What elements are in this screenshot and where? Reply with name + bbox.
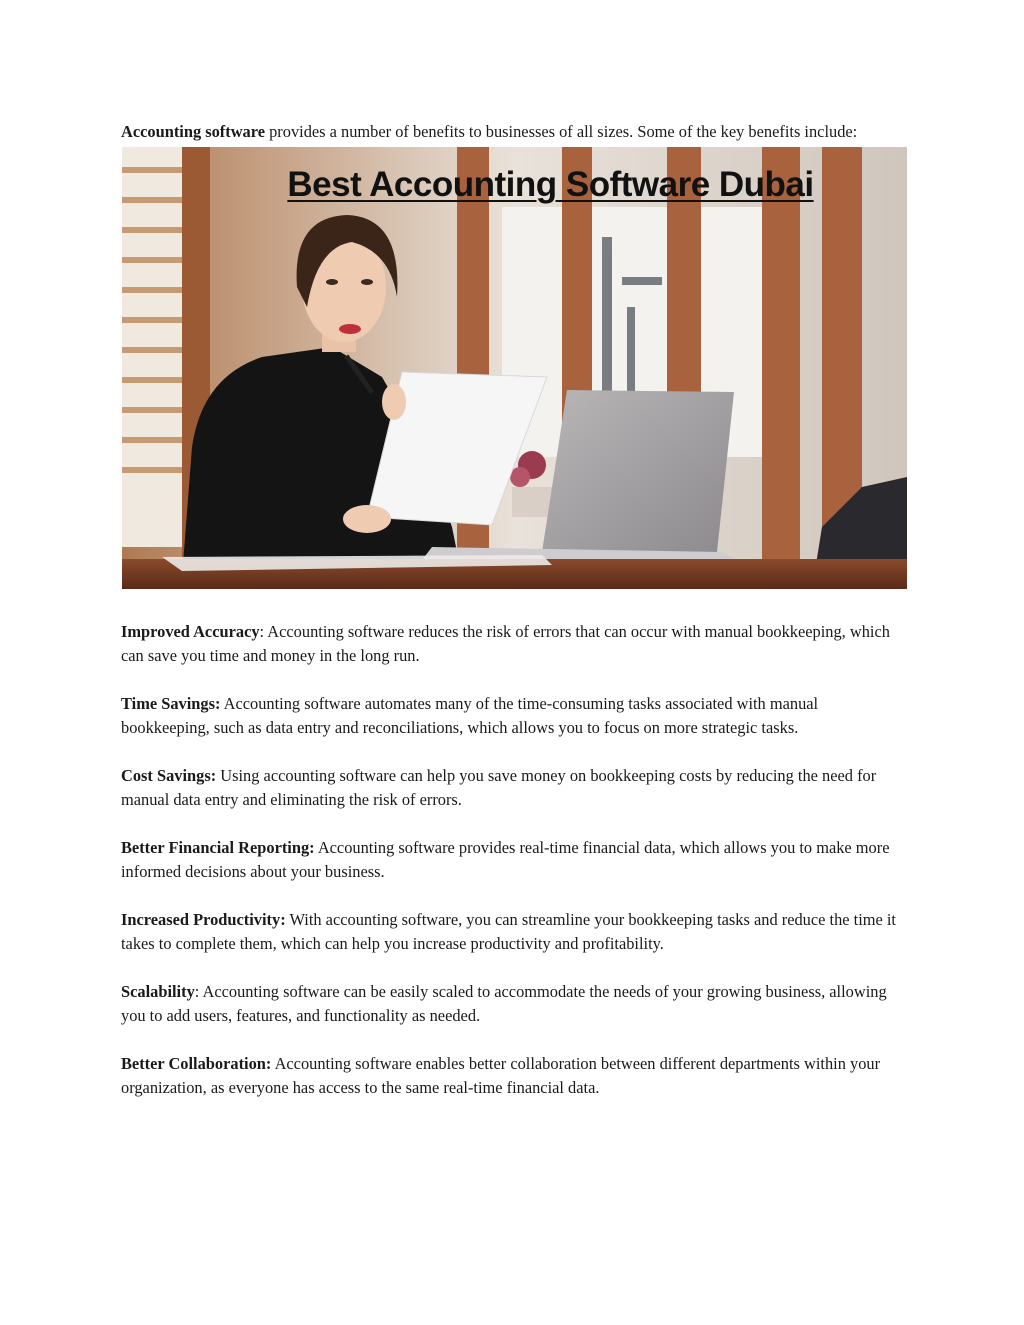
benefit-increased-productivity bbox=[121, 908, 907, 956]
document-page bbox=[121, 120, 907, 1124]
benefit-title: Cost Savings: bbox=[121, 766, 217, 785]
benefit-text: Accounting software provides real-time financial data, which allows you to make more informed decisions about your business. bbox=[121, 838, 890, 881]
benefit-cost-savings bbox=[121, 764, 907, 812]
benefit-text: Accounting software automates many of the time-consuming tasks associated with manual bookkeeping, such as data entry and reconciliations, which allows you to focus on more strategic tasks. bbox=[121, 694, 819, 737]
benefit-better-collaboration bbox=[121, 1052, 907, 1100]
benefit-better-financial-reporting bbox=[121, 836, 907, 884]
hero-image bbox=[122, 147, 907, 589]
benefit-title: Better Financial Reporting: bbox=[121, 838, 315, 857]
benefit-text: : Accounting software reduces the risk of errors that can occur with manual bookkeeping, which can save you time and money in the long run. bbox=[121, 622, 890, 665]
benefit-scalability bbox=[121, 980, 907, 1028]
intro-paragraph bbox=[121, 120, 907, 144]
benefit-text: Accounting software enables better collaboration between different departments within your organization, as everyone has access to the same real-time financial data. bbox=[121, 1054, 881, 1097]
benefit-title: Improved Accuracy bbox=[121, 622, 260, 641]
benefit-time-savings bbox=[121, 692, 907, 740]
intro-text: provides a number of benefits to businesses of all sizes. Some of the key benefits include: bbox=[265, 122, 858, 141]
benefit-text: With accounting software, you can streamline your bookkeeping tasks and reduce the time it takes to complete them, which can help you increase productivity and profitability. bbox=[121, 910, 896, 953]
intro-bold-term: Accounting software bbox=[121, 122, 266, 141]
benefit-title: Scalability bbox=[121, 982, 195, 1001]
benefit-title: Increased Productivity: bbox=[121, 910, 286, 929]
benefit-title: Better Collaboration: bbox=[121, 1054, 272, 1073]
hero-title: Best Accounting Software Dubai bbox=[287, 165, 814, 204]
benefit-improved-accuracy bbox=[121, 620, 907, 668]
benefit-title: Time Savings: bbox=[121, 694, 221, 713]
benefit-text: : Accounting software can be easily scaled to accommodate the needs of your growing business, allowing you to add users, features, and functionality as needed. bbox=[121, 982, 887, 1025]
benefit-text: Using accounting software can help you save money on bookkeeping costs by reducing the need for manual data entry and eliminating the risk of errors. bbox=[121, 766, 877, 809]
office-photo-illustration bbox=[122, 147, 907, 589]
benefits-list bbox=[121, 620, 907, 1100]
